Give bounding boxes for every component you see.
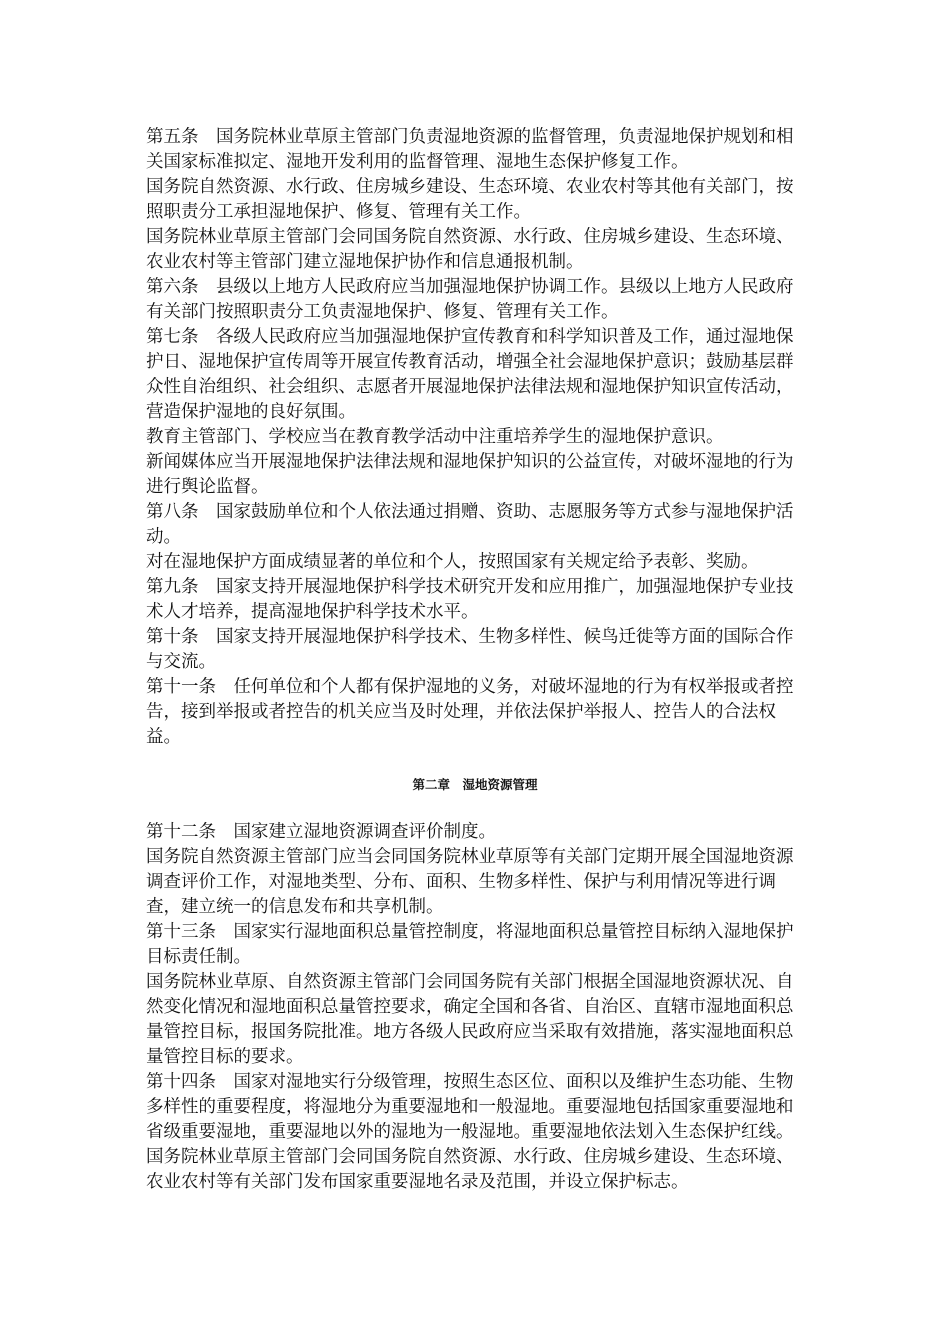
article-8-paragraph: 第八条 国家鼓励单位和个人依法通过捐赠、资助、志愿服务等方式参与湿地保护活动。 — [146, 502, 794, 547]
article-9-paragraph: 第九条 国家支持开展湿地保护科学技术研究开发和应用推广，加强湿地保护专业技术人才培养，提高湿地保护科学技术水平。 — [146, 577, 794, 622]
article-7-paragraph-3: 新闻媒体应当开展湿地保护法律法规和湿地保护知识的公益宣传，对破坏湿地的行为进行舆论监督。 — [146, 452, 794, 497]
article-6-paragraph: 第六条 县级以上地方人民政府应当加强湿地保护协调工作。县级以上地方人民政府有关部门按照职责分工负责湿地保护、修复、管理有关工作。 — [146, 277, 794, 322]
article-12-paragraph: 第十二条 国家建立湿地资源调查评价制度。 — [146, 822, 496, 842]
chapter2-body — [146, 820, 806, 1195]
article-7-paragraph: 第七条 各级人民政府应当加强湿地保护宣传教育和科学知识普及工作，通过湿地保护日、湿地保护宣传周等开展宣传教育活动，增强全社会湿地保护意识；鼓励基层群众性自治组织、社会组织、志愿者开展湿地保护法律法规和湿地保护知识宣传活动，营造保护湿地的良好氛围。 — [146, 327, 794, 422]
article-5-paragraph-3: 国务院林业草原主管部门会同国务院自然资源、水行政、住房城乡建设、生态环境、农业农村等主管部门建立湿地保护协作和信息通报机制。 — [146, 227, 794, 272]
article-11-paragraph: 第十一条 任何单位和个人都有保护湿地的义务，对破坏湿地的行为有权举报或者控告，接到举报或者控告的机关应当及时处理，并依法保护举报人、控告人的合法权益。 — [146, 677, 794, 747]
article-5-paragraph-2: 国务院自然资源、水行政、住房城乡建设、生态环境、农业农村等其他有关部门，按照职责分工承担湿地保护、修复、管理有关工作。 — [146, 177, 794, 222]
article-14-paragraph-2: 国务院林业草原主管部门会同国务院自然资源、水行政、住房城乡建设、生态环境、农业农村等有关部门发布国家重要湿地名录及范围，并设立保护标志。 — [146, 1147, 794, 1192]
article-14-paragraph: 第十四条 国家对湿地实行分级管理，按照生态区位、面积以及维护生态功能、生物多样性的重要程度，将湿地分为重要湿地和一般湿地。重要湿地包括国家重要湿地和省级重要湿地，重要湿地以外的湿地为一般湿地。重要湿地依法划入生态保护红线。 — [146, 1072, 794, 1142]
article-13-paragraph: 第十三条 国家实行湿地面积总量管控制度，将湿地面积总量管控目标纳入湿地保护目标责任制。 — [146, 922, 794, 967]
chapter1-body — [146, 125, 806, 750]
article-10-paragraph: 第十条 国家支持开展湿地保护科学技术、生物多样性、候鸟迁徙等方面的国际合作与交流。 — [146, 627, 794, 672]
article-8-paragraph-2: 对在湿地保护方面成绩显著的单位和个人，按照国家有关规定给予表彰、奖励。 — [146, 552, 759, 572]
chapter-2-heading: 第二章 湿地资源管理 — [412, 777, 538, 792]
article-7-paragraph-2: 教育主管部门、学校应当在教育教学活动中注重培养学生的湿地保护意识。 — [146, 427, 724, 447]
article-5-paragraph: 第五条 国务院林业草原主管部门负责湿地资源的监督管理，负责湿地保护规划和相关国家标准拟定、湿地开发利用的监督管理、湿地生态保护修复工作。 — [146, 127, 794, 172]
article-12-paragraph-2: 国务院自然资源主管部门应当会同国务院林业草原等有关部门定期开展全国湿地资源调查评价工作，对湿地类型、分布、面积、生物多样性、保护与利用情况等进行调查，建立统一的信息发布和共享机制。 — [146, 847, 794, 917]
article-13-paragraph-2: 国务院林业草原、自然资源主管部门会同国务院有关部门根据全国湿地资源状况、自然变化情况和湿地面积总量管控要求，确定全国和各省、自治区、直辖市湿地面积总量管控目标，报国务院批准。地方各级人民政府应当采取有效措施，落实湿地面积总量管控目标的要求。 — [146, 972, 794, 1067]
